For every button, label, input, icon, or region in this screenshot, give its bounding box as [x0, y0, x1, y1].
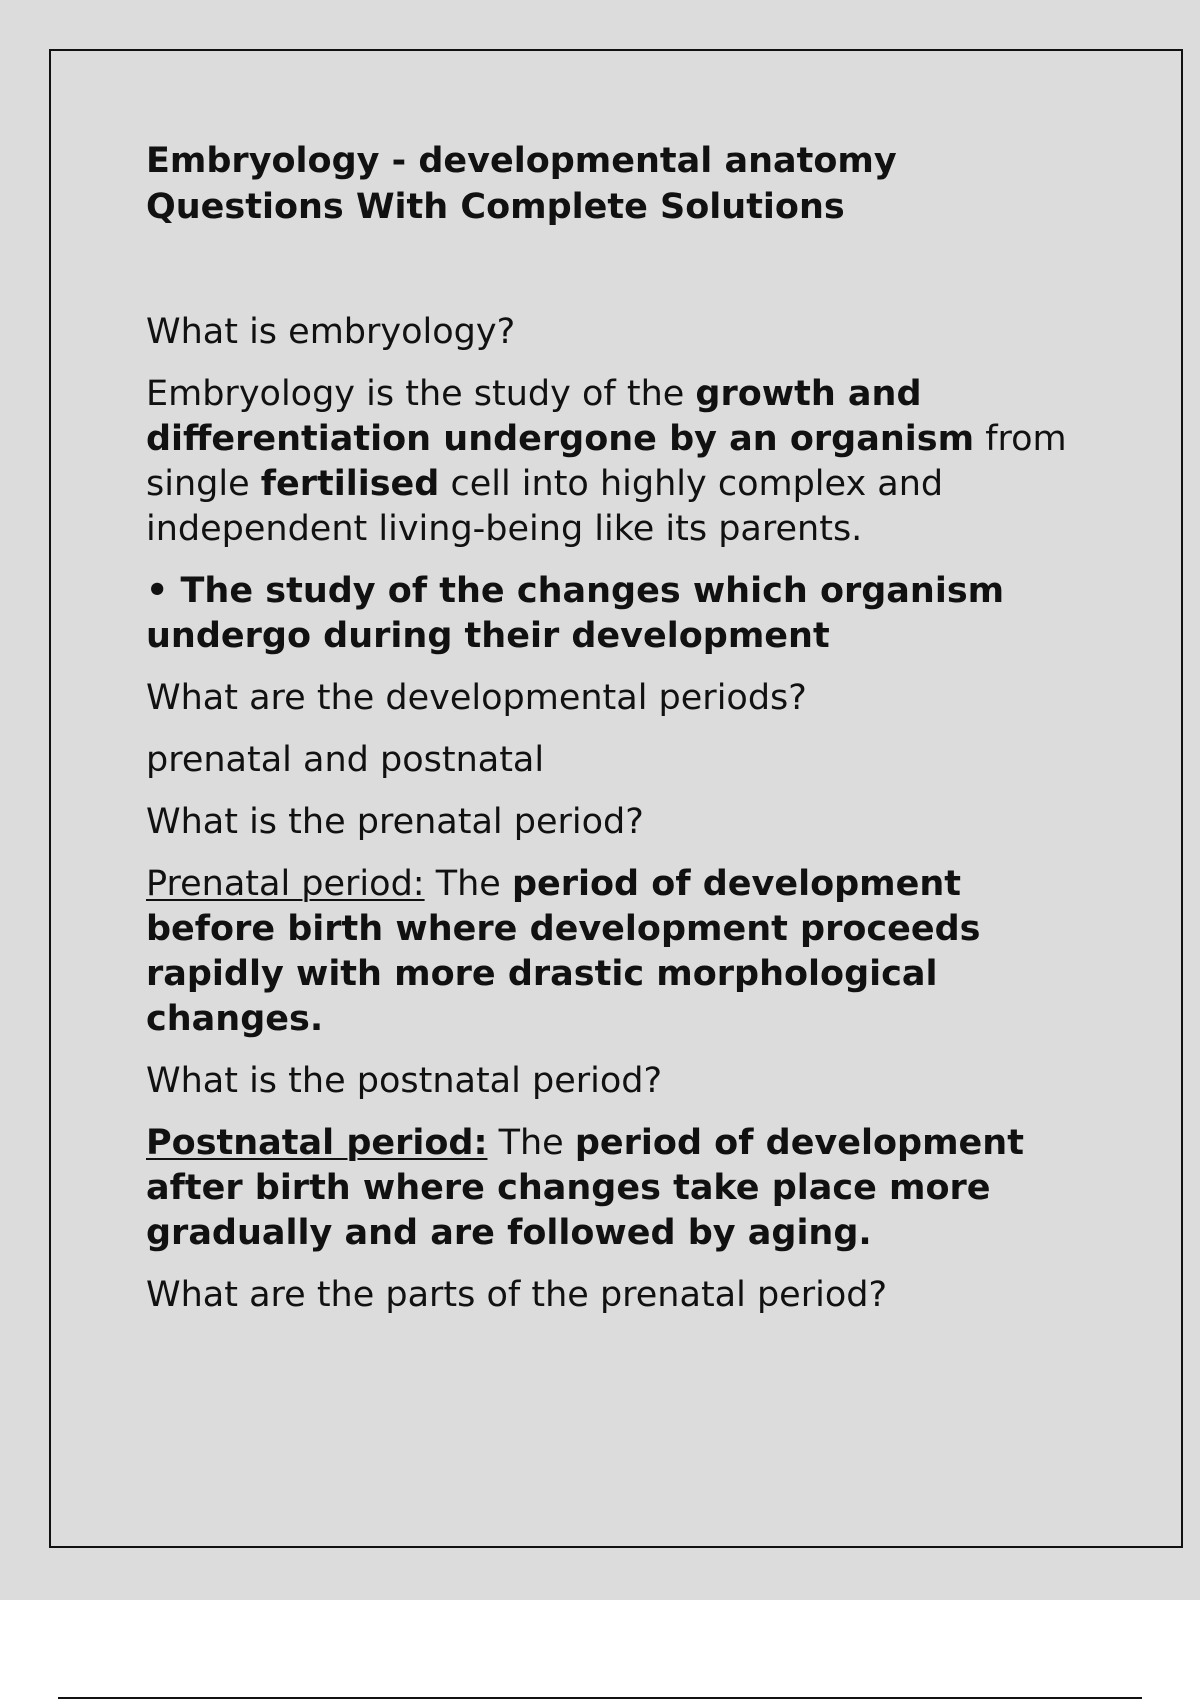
answer-3 [146, 862, 1086, 1042]
answer-3-bold: period of development before birth where development proceeds rapidly with more drastic morphological changes. [146, 864, 981, 1039]
document-title [146, 138, 1086, 230]
answer-4-bold: period of development after birth where changes take place more gradually and are followed by aging. [146, 1123, 1024, 1253]
answer-3-text-1: The [424, 864, 512, 904]
answer-1-bold-2: fertilised [260, 464, 440, 504]
question-2: What are the developmental periods? [146, 678, 807, 718]
answer-1 [146, 372, 1086, 552]
answer-1-bold-1: growth and differentiation undergone by an organism [146, 374, 975, 459]
answer-4-label: Postnatal period: [146, 1123, 488, 1163]
title-line-2: Questions With Complete Solutions [146, 187, 845, 227]
answer-2: prenatal and postnatal [146, 740, 545, 780]
answer-4-text-1: The [487, 1123, 575, 1163]
footer-divider [58, 1697, 1142, 1699]
question-4: What is the postnatal period? [146, 1061, 663, 1101]
answer-1-text-1: Embryology is the study of the [146, 374, 696, 414]
question-3: What is the prenatal period? [146, 802, 644, 842]
answer-4 [146, 1121, 1086, 1256]
document-body [146, 138, 1086, 1335]
answer-1-text-2: from single [146, 419, 1067, 504]
question-1: What is embryology? [146, 312, 516, 352]
title-line-1: Embryology - developmental anatomy [146, 141, 897, 181]
answer-1-text-3: cell into highly complex and independent living-being like its parents. [146, 464, 944, 549]
answer-1-bullet: • The study of the changes which organism undergo during their development [146, 571, 1005, 656]
question-5: What are the parts of the prenatal period? [146, 1275, 888, 1315]
answer-3-label: Prenatal period: [146, 864, 425, 904]
